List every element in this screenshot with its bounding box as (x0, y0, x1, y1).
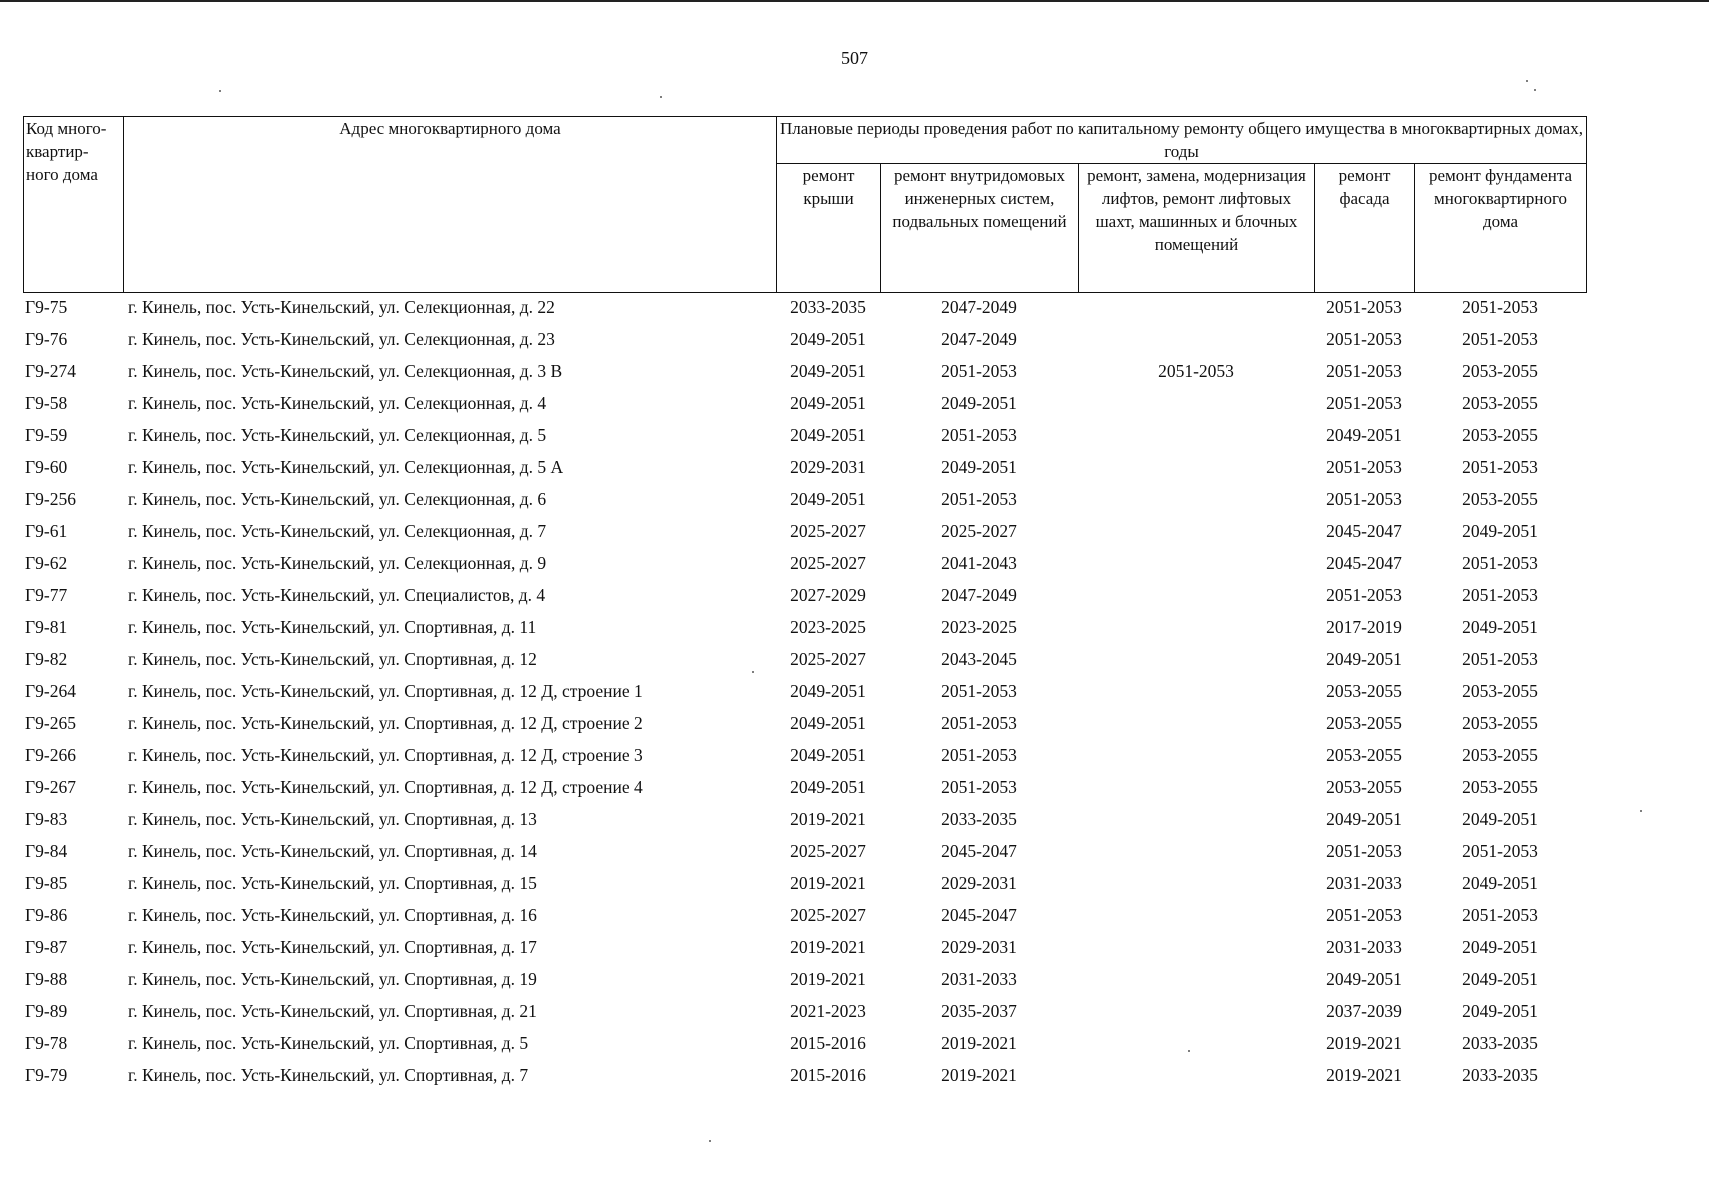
cell-code: Г9-266 (25, 744, 76, 765)
cell-engineering: 2051-2053 (941, 360, 1017, 381)
cell-code: Г9-75 (25, 296, 68, 317)
cell-address: г. Кинель, пос. Усть-Кинельский, ул. Спортивная, д. 19 (128, 968, 537, 989)
table-row (23, 835, 1586, 867)
cell-foundation: 2049-2051 (1462, 616, 1538, 637)
cell-roof: 2015-2016 (790, 1064, 866, 1085)
cell-foundation: 2051-2053 (1462, 648, 1538, 669)
cell-elevators: 2051-2053 (1158, 360, 1234, 381)
cell-foundation: 2051-2053 (1462, 296, 1538, 317)
scan-speck (1534, 89, 1536, 91)
cell-code: Г9-58 (25, 392, 68, 413)
scan-edge (0, 0, 1709, 2)
cell-address: г. Кинель, пос. Усть-Кинельский, ул. Спортивная, д. 12 Д, строение 1 (128, 680, 643, 701)
cell-facade: 2019-2021 (1326, 1032, 1402, 1053)
cell-foundation: 2053-2055 (1462, 392, 1538, 413)
cell-facade: 2051-2053 (1326, 456, 1402, 477)
cell-foundation: 2053-2055 (1462, 776, 1538, 797)
cell-facade: 2053-2055 (1326, 744, 1402, 765)
cell-roof: 2023-2025 (790, 616, 866, 637)
cell-code: Г9-86 (25, 904, 68, 925)
cell-elevators (1078, 515, 1314, 547)
cell-engineering: 2051-2053 (941, 680, 1017, 701)
cell-foundation: 2033-2035 (1462, 1064, 1538, 1085)
cell-facade: 2053-2055 (1326, 776, 1402, 797)
cell-elevators (1078, 579, 1314, 611)
table-row (23, 579, 1586, 611)
cell-elevators (1078, 419, 1314, 451)
cell-roof: 2015-2016 (790, 1032, 866, 1053)
cell-code: Г9-89 (25, 1000, 68, 1021)
cell-facade: 2017-2019 (1326, 616, 1402, 637)
cell-elevators (1078, 611, 1314, 643)
cell-facade: 2051-2053 (1326, 360, 1402, 381)
cell-elevators (1078, 451, 1314, 483)
cell-facade: 2049-2051 (1326, 808, 1402, 829)
cell-code: Г9-264 (25, 680, 76, 701)
cell-facade: 2049-2051 (1326, 648, 1402, 669)
cell-code: Г9-78 (25, 1032, 68, 1053)
table-row (23, 995, 1586, 1027)
cell-elevators (1078, 291, 1314, 323)
cell-facade: 2049-2051 (1326, 968, 1402, 989)
cell-facade: 2051-2053 (1326, 584, 1402, 605)
cell-engineering: 2029-2031 (941, 872, 1017, 893)
cell-foundation: 2053-2055 (1462, 360, 1538, 381)
scan-speck (660, 96, 662, 98)
cell-roof: 2025-2027 (790, 520, 866, 541)
cell-engineering: 2041-2043 (941, 552, 1017, 573)
cell-facade: 2019-2021 (1326, 1064, 1402, 1085)
cell-address: г. Кинель, пос. Усть-Кинельский, ул. Спортивная, д. 5 (128, 1032, 529, 1053)
cell-address: г. Кинель, пос. Усть-Кинельский, ул. Селекционная, д. 9 (128, 552, 547, 573)
table-row (23, 547, 1586, 579)
cell-facade: 2031-2033 (1326, 872, 1402, 893)
cell-foundation: 2049-2051 (1462, 1000, 1538, 1021)
cell-facade: 2051-2053 (1326, 328, 1402, 349)
cell-engineering: 2019-2021 (941, 1032, 1017, 1053)
cell-address: г. Кинель, пос. Усть-Кинельский, ул. Селекционная, д. 7 (128, 520, 547, 541)
cell-address: г. Кинель, пос. Усть-Кинельский, ул. Селекционная, д. 6 (128, 488, 547, 509)
cell-elevators (1078, 547, 1314, 579)
cell-roof: 2027-2029 (790, 584, 866, 605)
cell-engineering: 2029-2031 (941, 936, 1017, 957)
header-elevators: ремонт, замена, модернизация лифтов, ремонт лифтовых шахт, машинных и блочных помещений (1079, 164, 1315, 293)
cell-address: г. Кинель, пос. Усть-Кинельский, ул. Спортивная, д. 12 Д, строение 3 (128, 744, 643, 765)
cell-code: Г9-77 (25, 584, 68, 605)
cell-roof: 2049-2051 (790, 488, 866, 509)
cell-roof: 2025-2027 (790, 648, 866, 669)
cell-facade: 2051-2053 (1326, 392, 1402, 413)
cell-roof: 2025-2027 (790, 552, 866, 573)
table-row (23, 931, 1586, 963)
cell-foundation: 2049-2051 (1462, 968, 1538, 989)
cell-address: г. Кинель, пос. Усть-Кинельский, ул. Спортивная, д. 16 (128, 904, 537, 925)
table-header (23, 116, 1587, 293)
cell-address: г. Кинель, пос. Усть-Кинельский, ул. Селекционная, д. 23 (128, 328, 555, 349)
cell-code: Г9-76 (25, 328, 68, 349)
cell-engineering: 2045-2047 (941, 904, 1017, 925)
cell-foundation: 2051-2053 (1462, 328, 1538, 349)
cell-roof: 2021-2023 (790, 1000, 866, 1021)
cell-engineering: 2049-2051 (941, 456, 1017, 477)
cell-roof: 2019-2021 (790, 936, 866, 957)
cell-address: г. Кинель, пос. Усть-Кинельский, ул. Специалистов, д. 4 (128, 584, 546, 605)
cell-code: Г9-274 (25, 360, 76, 381)
cell-foundation: 2053-2055 (1462, 744, 1538, 765)
cell-address: г. Кинель, пос. Усть-Кинельский, ул. Спортивная, д. 13 (128, 808, 537, 829)
table-row (23, 867, 1586, 899)
cell-facade: 2045-2047 (1326, 520, 1402, 541)
cell-roof: 2049-2051 (790, 328, 866, 349)
cell-engineering: 2025-2027 (941, 520, 1017, 541)
cell-engineering: 2043-2045 (941, 648, 1017, 669)
cell-address: г. Кинель, пос. Усть-Кинельский, ул. Спортивная, д. 17 (128, 936, 537, 957)
cell-elevators (1078, 995, 1314, 1027)
table-row (23, 611, 1586, 643)
cell-elevators (1078, 771, 1314, 803)
header-roof: ремонт крыши (777, 164, 881, 293)
cell-elevators (1078, 323, 1314, 355)
cell-foundation: 2051-2053 (1462, 840, 1538, 861)
table-row (23, 707, 1586, 739)
cell-foundation: 2051-2053 (1462, 552, 1538, 573)
cell-address: г. Кинель, пос. Усть-Кинельский, ул. Селекционная, д. 3 В (128, 360, 563, 381)
cell-roof: 2029-2031 (790, 456, 866, 477)
cell-facade: 2045-2047 (1326, 552, 1402, 573)
table-row (23, 771, 1586, 803)
cell-address: г. Кинель, пос. Усть-Кинельский, ул. Селекционная, д. 4 (128, 392, 547, 413)
cell-engineering: 2051-2053 (941, 776, 1017, 797)
table-row (23, 963, 1586, 995)
cell-engineering: 2051-2053 (941, 488, 1017, 509)
cell-roof: 2049-2051 (790, 360, 866, 381)
cell-code: Г9-88 (25, 968, 68, 989)
cell-foundation: 2053-2055 (1462, 424, 1538, 445)
cell-address: г. Кинель, пос. Усть-Кинельский, ул. Селекционная, д. 5 (128, 424, 547, 445)
cell-elevators (1078, 1027, 1314, 1059)
cell-foundation: 2049-2051 (1462, 520, 1538, 541)
cell-roof: 2049-2051 (790, 392, 866, 413)
header-facade: ремонт фасада (1315, 164, 1415, 293)
table-row (23, 643, 1586, 675)
cell-engineering: 2019-2021 (941, 1064, 1017, 1085)
cell-roof: 2049-2051 (790, 424, 866, 445)
cell-elevators (1078, 803, 1314, 835)
cell-roof: 2049-2051 (790, 712, 866, 733)
table-row (23, 387, 1586, 419)
cell-code: Г9-60 (25, 456, 68, 477)
cell-facade: 2049-2051 (1326, 424, 1402, 445)
cell-foundation: 2053-2055 (1462, 712, 1538, 733)
header-code: Код много-квартир-ного дома (24, 117, 124, 293)
cell-roof: 2019-2021 (790, 808, 866, 829)
cell-roof: 2019-2021 (790, 872, 866, 893)
scan-speck (709, 1140, 711, 1142)
table-row (23, 739, 1586, 771)
cell-address: г. Кинель, пос. Усть-Кинельский, ул. Селекционная, д. 22 (128, 296, 555, 317)
cell-address: г. Кинель, пос. Усть-Кинельский, ул. Спортивная, д. 14 (128, 840, 537, 861)
cell-code: Г9-87 (25, 936, 68, 957)
cell-code: Г9-265 (25, 712, 76, 733)
cell-foundation: 2033-2035 (1462, 1032, 1538, 1053)
cell-facade: 2051-2053 (1326, 296, 1402, 317)
cell-engineering: 2051-2053 (941, 424, 1017, 445)
cell-engineering: 2035-2037 (941, 1000, 1017, 1021)
cell-elevators (1078, 931, 1314, 963)
table-row (23, 675, 1586, 707)
cell-foundation: 2049-2051 (1462, 936, 1538, 957)
cell-code: Г9-267 (25, 776, 76, 797)
table-body (23, 291, 1586, 1091)
cell-engineering: 2047-2049 (941, 328, 1017, 349)
cell-foundation: 2051-2053 (1462, 456, 1538, 477)
header-foundation: ремонт фундамента многоквартирного дома (1415, 164, 1587, 293)
scan-speck (1526, 80, 1528, 82)
scan-speck (1188, 1050, 1190, 1052)
cell-address: г. Кинель, пос. Усть-Кинельский, ул. Селекционная, д. 5 А (128, 456, 564, 477)
cell-code: Г9-81 (25, 616, 68, 637)
scan-speck (752, 671, 754, 673)
scan-speck (219, 90, 221, 92)
cell-foundation: 2051-2053 (1462, 904, 1538, 925)
cell-code: Г9-82 (25, 648, 68, 669)
cell-elevators (1078, 835, 1314, 867)
cell-elevators (1078, 483, 1314, 515)
header-address: Адрес многоквартирного дома (124, 117, 777, 293)
page-number: 507 (841, 48, 868, 68)
cell-facade: 2037-2039 (1326, 1000, 1402, 1021)
cell-elevators (1078, 1059, 1314, 1091)
cell-address: г. Кинель, пос. Усть-Кинельский, ул. Спортивная, д. 21 (128, 1000, 537, 1021)
table-row (23, 291, 1586, 323)
header-engineering: ремонт внутридомовых инженерных систем, подвальных помещений (881, 164, 1079, 293)
table-row (23, 899, 1586, 931)
cell-foundation: 2053-2055 (1462, 680, 1538, 701)
cell-code: Г9-85 (25, 872, 68, 893)
cell-address: г. Кинель, пос. Усть-Кинельский, ул. Спортивная, д. 15 (128, 872, 537, 893)
cell-engineering: 2031-2033 (941, 968, 1017, 989)
cell-foundation: 2053-2055 (1462, 488, 1538, 509)
cell-engineering: 2049-2051 (941, 392, 1017, 413)
cell-foundation: 2051-2053 (1462, 584, 1538, 605)
cell-roof: 2033-2035 (790, 296, 866, 317)
cell-engineering: 2051-2053 (941, 744, 1017, 765)
cell-engineering: 2047-2049 (941, 296, 1017, 317)
cell-address: г. Кинель, пос. Усть-Кинельский, ул. Спортивная, д. 7 (128, 1064, 529, 1085)
cell-facade: 2051-2053 (1326, 488, 1402, 509)
cell-facade: 2053-2055 (1326, 712, 1402, 733)
cell-facade: 2053-2055 (1326, 680, 1402, 701)
header-periods: Плановые периоды проведения работ по капитальному ремонту общего имущества в многоквартирных домах, годы (777, 117, 1587, 164)
table-row (23, 803, 1586, 835)
table-row (23, 323, 1586, 355)
cell-elevators (1078, 867, 1314, 899)
table-row (23, 1027, 1586, 1059)
cell-engineering: 2033-2035 (941, 808, 1017, 829)
cell-elevators (1078, 675, 1314, 707)
cell-code: Г9-59 (25, 424, 68, 445)
cell-facade: 2031-2033 (1326, 936, 1402, 957)
cell-roof: 2025-2027 (790, 840, 866, 861)
table-row (23, 355, 1586, 387)
table-row (23, 483, 1586, 515)
scan-speck (1640, 810, 1642, 812)
cell-elevators (1078, 739, 1314, 771)
cell-engineering: 2047-2049 (941, 584, 1017, 605)
table-row (23, 1059, 1586, 1091)
cell-address: г. Кинель, пос. Усть-Кинельский, ул. Спортивная, д. 12 Д, строение 4 (128, 776, 643, 797)
cell-engineering: 2051-2053 (941, 712, 1017, 733)
cell-elevators (1078, 963, 1314, 995)
cell-roof: 2025-2027 (790, 904, 866, 925)
cell-address: г. Кинель, пос. Усть-Кинельский, ул. Спортивная, д. 12 (128, 648, 537, 669)
table-row (23, 515, 1586, 547)
cell-code: Г9-84 (25, 840, 68, 861)
cell-foundation: 2049-2051 (1462, 872, 1538, 893)
cell-roof: 2049-2051 (790, 680, 866, 701)
cell-code: Г9-83 (25, 808, 68, 829)
cell-facade: 2051-2053 (1326, 840, 1402, 861)
cell-elevators (1078, 643, 1314, 675)
cell-elevators (1078, 387, 1314, 419)
cell-elevators (1078, 707, 1314, 739)
cell-engineering: 2023-2025 (941, 616, 1017, 637)
cell-roof: 2049-2051 (790, 744, 866, 765)
cell-foundation: 2049-2051 (1462, 808, 1538, 829)
cell-address: г. Кинель, пос. Усть-Кинельский, ул. Спортивная, д. 12 Д, строение 2 (128, 712, 643, 733)
table-row (23, 419, 1586, 451)
table-row (23, 451, 1586, 483)
cell-engineering: 2045-2047 (941, 840, 1017, 861)
cell-code: Г9-62 (25, 552, 68, 573)
cell-facade: 2051-2053 (1326, 904, 1402, 925)
cell-roof: 2049-2051 (790, 776, 866, 797)
cell-code: Г9-61 (25, 520, 68, 541)
data-table (23, 291, 1586, 1091)
cell-roof: 2019-2021 (790, 968, 866, 989)
cell-address: г. Кинель, пос. Усть-Кинельский, ул. Спортивная, д. 11 (128, 616, 537, 637)
cell-code: Г9-256 (25, 488, 76, 509)
cell-code: Г9-79 (25, 1064, 68, 1085)
cell-elevators (1078, 899, 1314, 931)
